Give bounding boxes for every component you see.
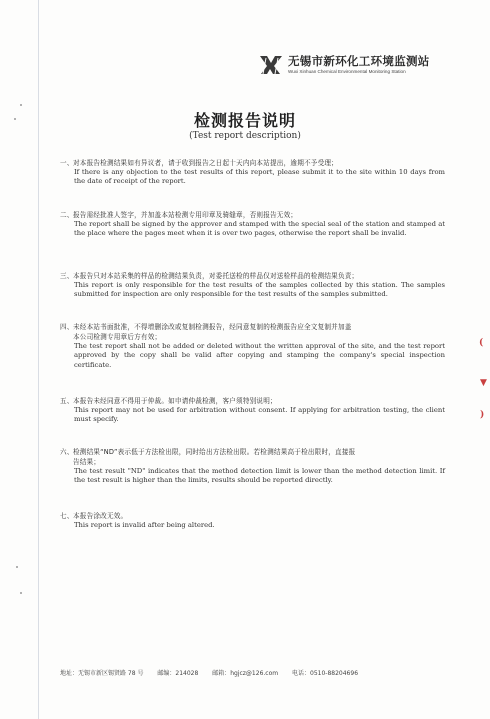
clause-2 [60,210,445,239]
seal-fragment-top: ( [479,338,484,348]
scan-speck [20,104,22,106]
station-logo [258,52,448,78]
clause-1 [60,158,445,187]
station-name-cn: 无锡市新环化工环境监测站 [288,54,430,68]
page-subtitle: (Test report description) [189,131,301,141]
clause-7 [60,511,445,530]
seal-fragment-bottom: ) [480,410,485,420]
clause-3-cn: 三、本报告只对本站采集的样品的检测结果负责，对委托送检的样品仅对送检样品的检测结果负责； [60,272,359,280]
seal-fragment-middle: ▼ [480,378,487,388]
clause-6-en: The test result "ND" indicates that the method detection limit is lower than the method detection limit. If the test result is higher than the limits, results should be reported directly. [74,467,445,485]
clause-4-en: The test report shall not be added or deleted without the written approval of the site, and the test report approved by the copy shall be valid after copying and stamping the company's special inspection certificate. [74,342,445,369]
clause-2-cn: 二、报告需经批准人签字，并加盖本站检测专用印章及骑缝章，否则报告无效； [60,211,298,219]
station-logo-icon [258,54,284,76]
footer-contact [60,668,460,677]
clause-6-cn-cont: 告结果； [73,458,101,466]
clause-2-en: The report shall be signed by the approver and stamped with the special seal of the station and stamped at the place where the pages meet when it is over two pages, otherwise the report shall be invalid. [74,220,445,238]
clause-6-cn: 六、检测结果“ND”表示低于方法检出限，同时给出方法检出限。若检测结果高于检出限时，直接报 [60,448,356,456]
clause-4-cn: 四、未经本站书面批准，不得增删涂改或复制检测报告，经同意复制的检测报告应全文复制并加盖 [60,323,352,331]
scan-speck [16,566,18,568]
clause-4-cn-cont: 本公司检测专用章后方有效； [73,333,162,341]
clause-6 [60,447,445,486]
clause-7-cn: 七、本报告涂改无效。 [60,512,128,520]
footer-address: 地址：无锡市新区锡贤路 78 号 [60,670,144,677]
page-title: 检测报告说明 [193,111,296,130]
scan-speck [20,592,22,594]
clause-5-cn: 五、本报告未经同意不得用于仲裁。如申请仲裁检测，客户须特别说明； [60,397,277,405]
clause-1-en: If there is any objection to the test results of this report, please submit it to the site within 10 days from the date of receipt of the report. [74,168,445,186]
clause-5 [60,396,445,425]
clause-7-en: This report is invalid after being altered. [74,521,215,529]
clause-5-en: This report may not be used for arbitration without consent. If applying for arbitration testing, the client must specify. [74,406,445,424]
clause-1-cn: 一、对本报告检测结果如有异议者，请于收到报告之日起十天内向本站提出，逾期不予受理； [60,159,338,167]
footer-phone: 电话：0510-88204696 [292,670,359,677]
station-name-en: Wuxi Xinhuan Chemical Environmental Monitoring Station [288,69,406,74]
scan-speck [14,118,16,120]
footer-postcode: 邮编：214028 [157,670,199,677]
footer-email: 邮箱：hgjcz@126.com [212,670,279,677]
clause-4 [60,322,445,370]
clause-3 [60,271,445,300]
clause-3-en: This report is only responsible for the test results of the samples collected by this station. The samples submitted for inspection are only responsible for the test results of the samples submitted. [74,281,445,299]
